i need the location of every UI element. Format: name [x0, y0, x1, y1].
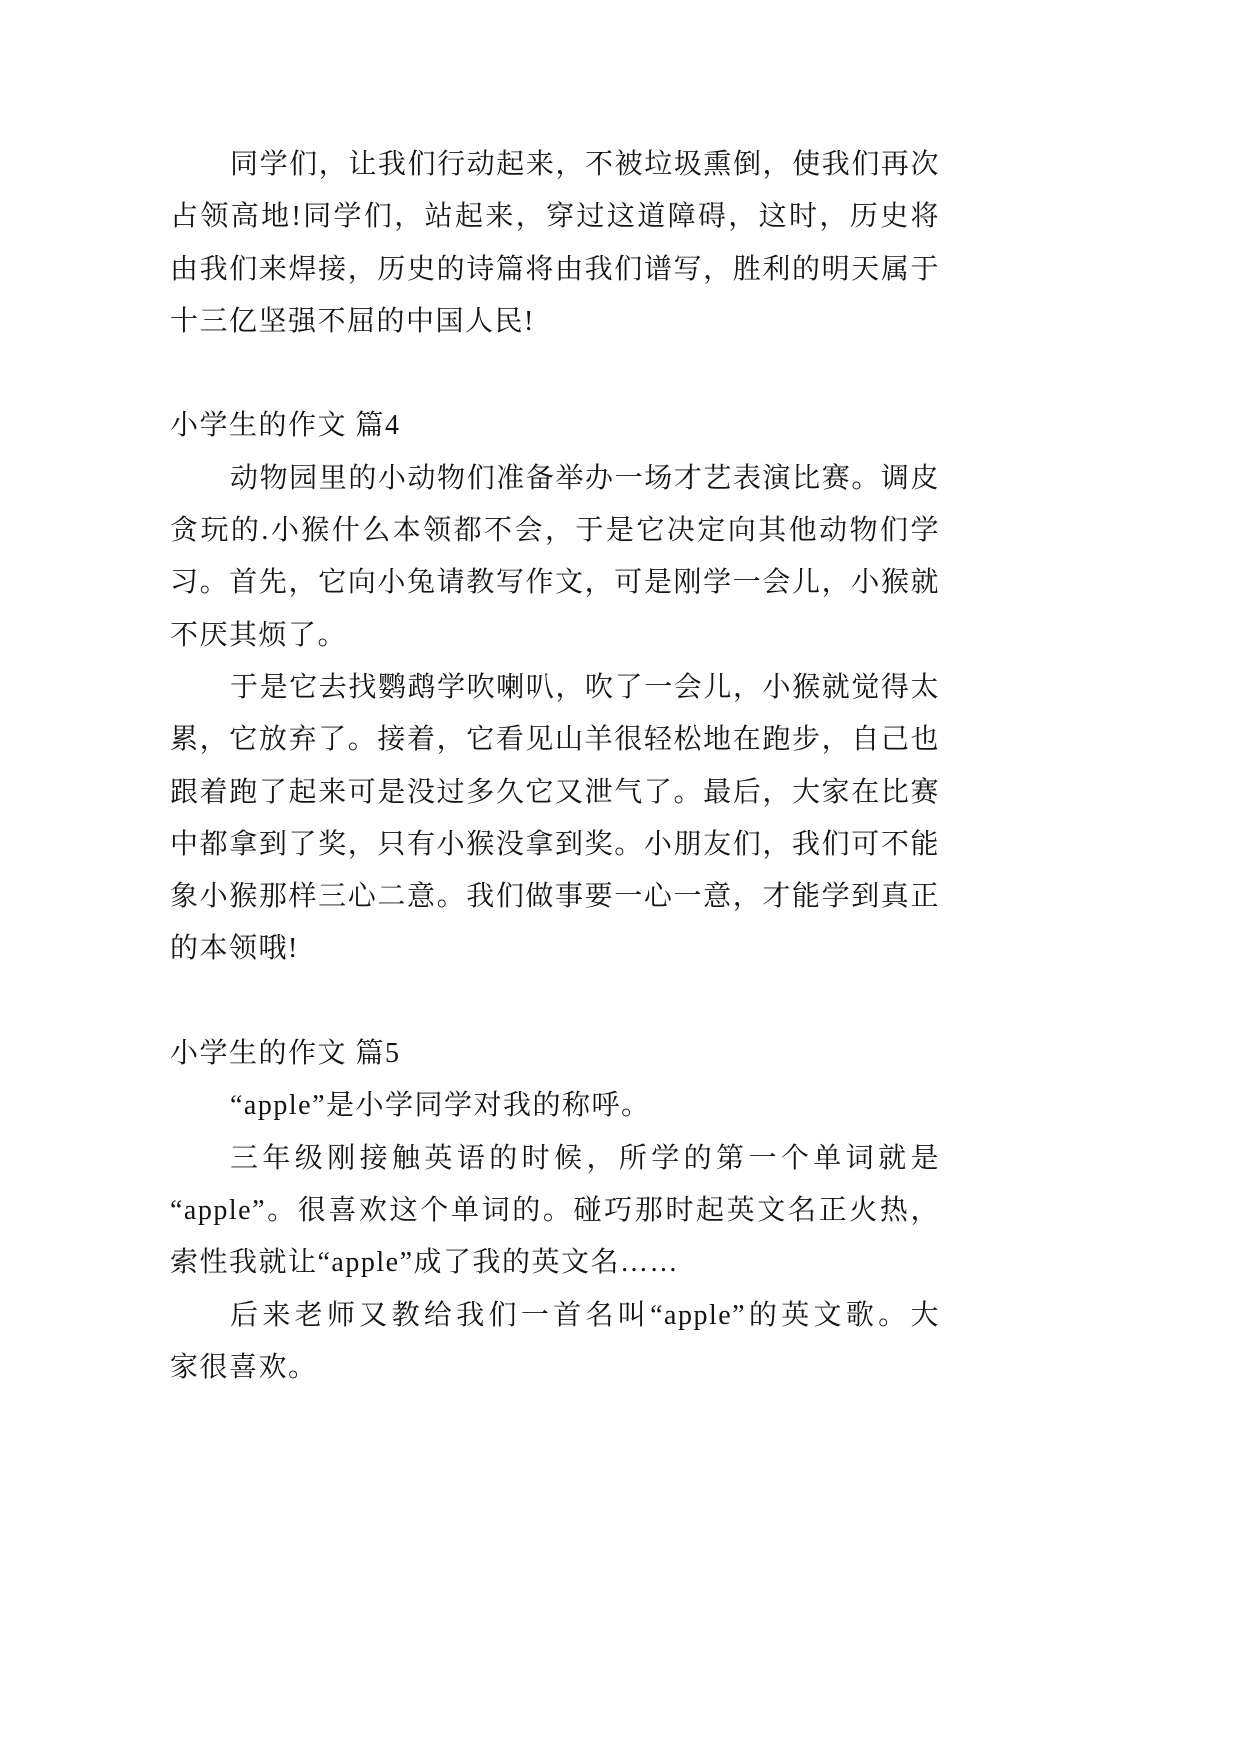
text-line: 动物园里的小动物们准备举办一场才艺表演比赛。调皮	[230, 462, 940, 494]
text-line: 象小猴那样三心二意。我们做事要一心一意，才能学到真正	[170, 881, 940, 913]
text-line: 占领高地!同学们，站起来，穿过这道障碍，这时，历史将	[170, 201, 940, 233]
closing-paragraph-section	[0, 139, 1241, 348]
text-line: 跟着跑了起来可是没过多久它又泄气了。最后，大家在比赛	[170, 776, 940, 808]
paragraph	[0, 1080, 1241, 1132]
paragraph	[0, 1290, 1241, 1395]
paragraph	[0, 662, 1241, 976]
text-line: “apple”是小学同学对我的称呼。	[230, 1090, 651, 1122]
text-line: 由我们来焊接，历史的诗篇将由我们谱写，胜利的明天属于	[170, 253, 940, 285]
blank-line	[0, 348, 1241, 400]
text-line: 累，它放弃了。接着，它看见山羊很轻松地在跑步，自己也	[170, 724, 940, 756]
blank-line	[0, 976, 1241, 1028]
section-heading: 小学生的作文 篇5	[170, 1038, 401, 1070]
text-line: 家很喜欢。	[170, 1351, 318, 1383]
text-line: 的本领哦!	[170, 933, 299, 965]
paragraph	[0, 453, 1241, 662]
text-line: 十三亿坚强不屈的中国人民!	[170, 305, 535, 337]
text-line: “apple”。很喜欢这个单词的。碰巧那时起英文名正火热，	[170, 1194, 940, 1226]
text-line: 后来老师又教给我们一首名叫“apple”的英文歌。大	[230, 1299, 940, 1331]
essay-section-4	[0, 400, 1241, 975]
text-line: 贪玩的.小猴什么本领都不会，于是它决定向其他动物们学	[170, 515, 940, 547]
text-line: 不厌其烦了。	[170, 619, 348, 651]
text-line: 同学们，让我们行动起来，不被垃圾熏倒，使我们再次	[230, 149, 940, 180]
text-line: 索性我就让“apple”成了我的英文名……	[170, 1247, 679, 1279]
paragraph	[0, 1133, 1241, 1290]
section-heading: 小学生的作文 篇4	[170, 410, 401, 442]
text-line: 中都拿到了奖，只有小猴没拿到奖。小朋友们，我们可不能	[170, 828, 940, 860]
text-line: 习。首先，它向小兔请教写作文，可是刚学一会儿，小猴就	[170, 567, 940, 599]
text-line: 三年级刚接触英语的时候，所学的第一个单词就是	[230, 1142, 940, 1174]
paragraph	[0, 139, 1241, 348]
text-line: 于是它去找鹦鹉学吹喇叭，吹了一会儿，小猴就觉得太	[230, 671, 940, 703]
essay-section-5	[0, 1028, 1241, 1394]
